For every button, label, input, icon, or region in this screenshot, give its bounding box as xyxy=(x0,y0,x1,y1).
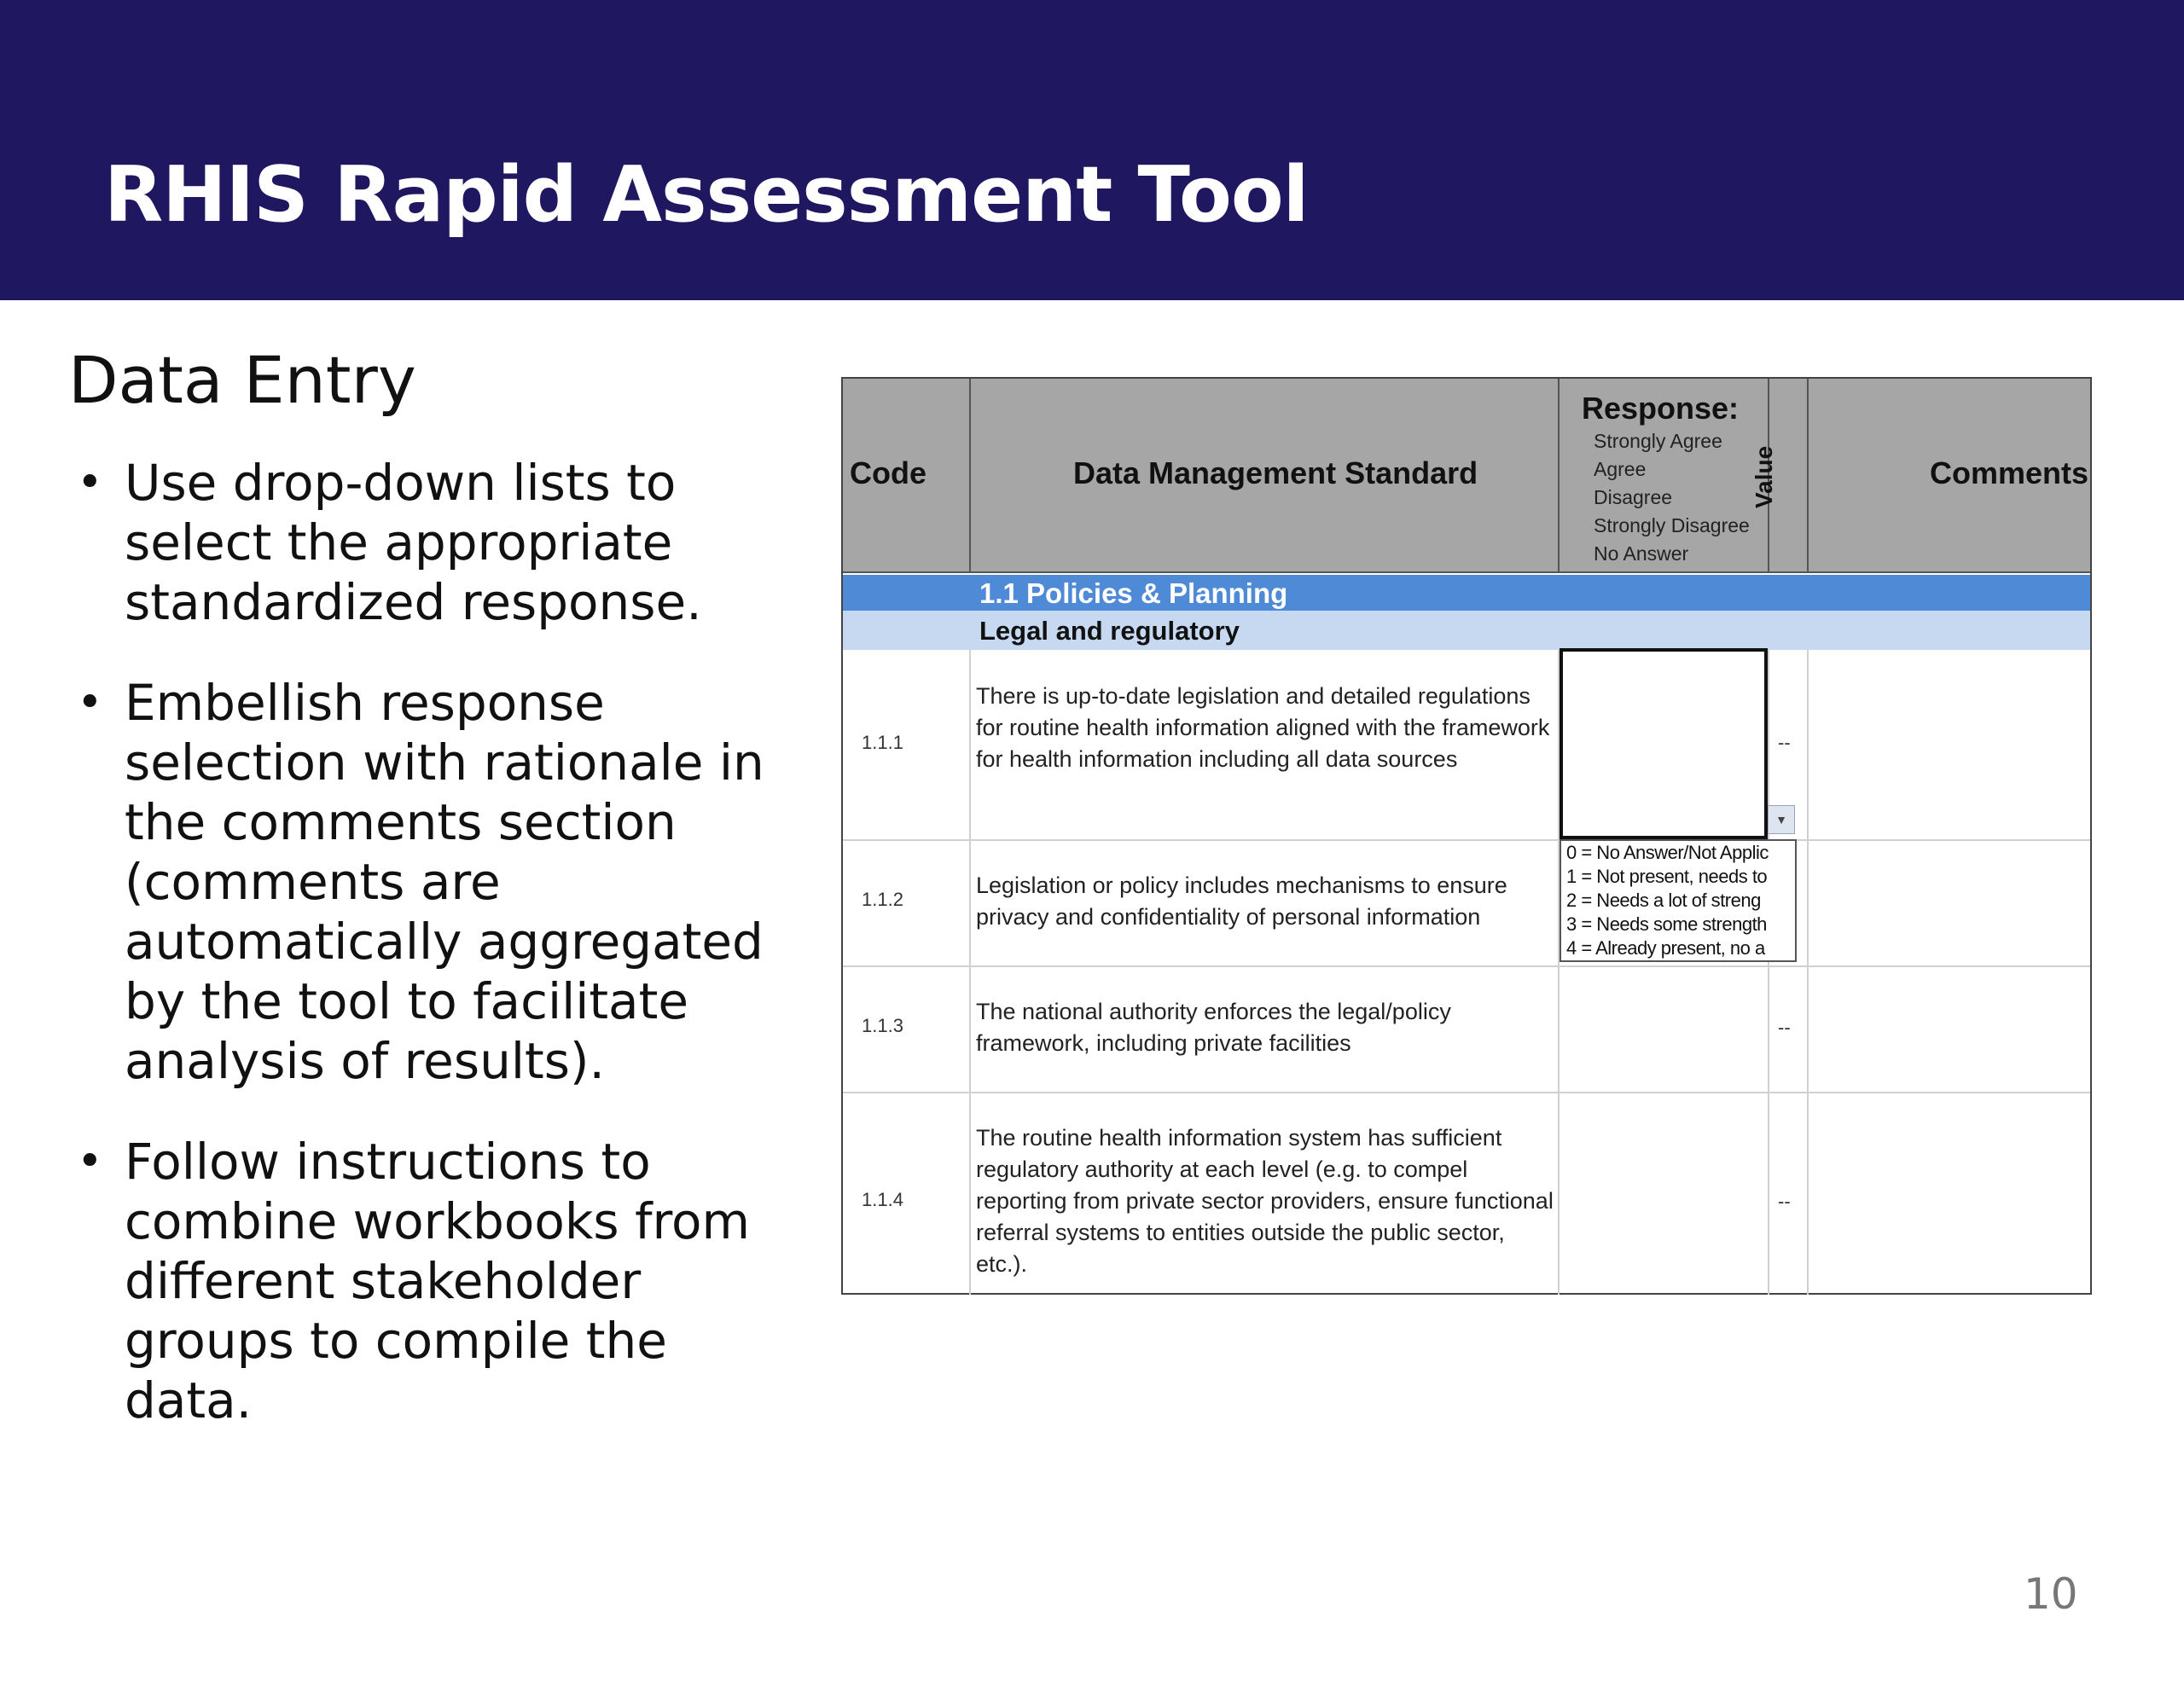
column-divider xyxy=(1807,379,1809,571)
title-bar xyxy=(0,0,2184,300)
bullet-icon: • xyxy=(77,1136,103,1188)
bullet-list xyxy=(68,453,776,1430)
row-code: 1.1.2 xyxy=(862,889,903,910)
row-code: 1.1.4 xyxy=(862,1189,903,1210)
column-divider xyxy=(969,379,971,571)
response-option: No Answer xyxy=(1594,542,1689,565)
bullet-text: Use drop-down lists to select the appropriate standardized response. xyxy=(125,454,702,632)
row-divider xyxy=(843,1092,2090,1093)
column-divider xyxy=(1768,650,1769,1295)
header-response: Response: xyxy=(1582,391,1740,426)
row-value: -- xyxy=(1778,1017,1791,1038)
header-value: Value xyxy=(1751,445,1777,508)
bullet-item xyxy=(68,673,776,1091)
column-divider xyxy=(1558,379,1560,571)
row-code: 1.1.1 xyxy=(862,732,903,753)
dropdown-option[interactable]: 3 = Needs some strength xyxy=(1566,913,1767,935)
response-dropdown-list[interactable] xyxy=(1560,839,1797,962)
row-standard: There is up-to-date legislation and detailed regulations for routine health information aligned with the framework for health information including all data sources xyxy=(976,683,1550,772)
row-divider xyxy=(843,965,2090,967)
header-comments: Comments xyxy=(1930,455,2089,490)
bullet-text: Follow instructions to combine workbooks from different stakeholder groups to compile the data. xyxy=(125,1133,751,1430)
slide-title: RHIS Rapid Assessment Tool xyxy=(104,150,1309,240)
column-divider xyxy=(969,650,971,1295)
response-option: Disagree xyxy=(1594,486,1673,508)
spreadsheet-screenshot xyxy=(841,377,2092,1295)
dropdown-option[interactable]: 4 = Already present, no a xyxy=(1566,937,1765,959)
response-select-cell[interactable] xyxy=(1560,648,1768,839)
response-option: Strongly Agree xyxy=(1594,430,1722,452)
bullet-text: Embellish response selection with rationale in the comments section (comments are automatically aggregated by the tool to facilitate analysis of results). xyxy=(125,674,764,1091)
header-standard: Data Management Standard xyxy=(1073,455,1478,490)
row-divider xyxy=(843,571,2090,573)
response-option: Agree xyxy=(1594,458,1647,480)
slide-subtitle: Data Entry xyxy=(68,342,416,418)
row-standard: Legislation or policy includes mechanisms to ensure privacy and confidentiality of personal information xyxy=(976,872,1507,930)
row-value: -- xyxy=(1778,732,1791,753)
page-number: 10 xyxy=(2024,1569,2078,1619)
dropdown-option[interactable]: 0 = No Answer/Not Applic xyxy=(1566,842,1769,863)
subsection-title: Legal and regulatory xyxy=(979,616,1240,646)
dropdown-option[interactable]: 2 = Needs a lot of streng xyxy=(1566,890,1761,911)
row-value: -- xyxy=(1778,1191,1791,1212)
response-option: Strongly Disagree xyxy=(1594,514,1750,536)
bullet-icon: • xyxy=(77,677,103,729)
column-divider xyxy=(1807,650,1809,1295)
bullet-item xyxy=(68,453,776,632)
chevron-down-icon[interactable]: ▼ xyxy=(1768,805,1795,834)
row-standard: The national authority enforces the legal/policy framework, including private facilities xyxy=(976,999,1451,1056)
text-panel xyxy=(68,341,776,1471)
row-divider xyxy=(843,839,2090,841)
header-code: Code xyxy=(850,455,926,490)
dropdown-option[interactable]: 1 = Not present, needs to xyxy=(1566,866,1768,887)
row-standard: The routine health information system has sufficient regulatory authority at each level (e.g. to compel reporting from private sector providers, ensure functional referral systems to entities outside the public sector, etc.). xyxy=(976,1125,1554,1277)
row-code: 1.1.3 xyxy=(862,1015,903,1036)
bullet-item xyxy=(68,1132,776,1430)
bullet-icon: • xyxy=(77,457,103,509)
section-title: 1.1 Policies & Planning xyxy=(979,577,1288,609)
